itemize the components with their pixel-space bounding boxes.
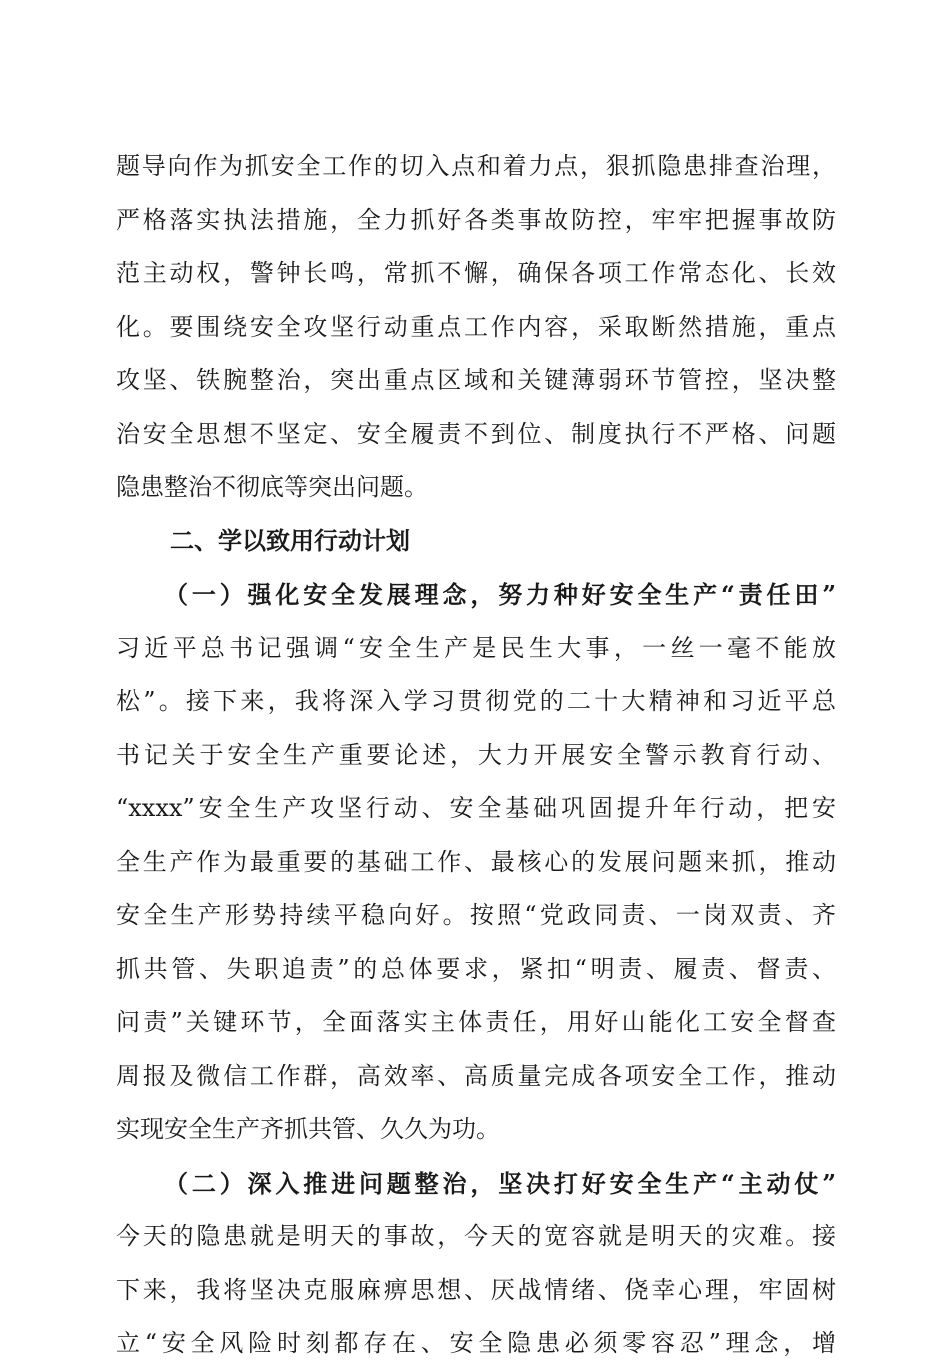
intro-paragraph (116, 140, 836, 515)
text-line: 松”。接下来，我将深入学习贯彻党的二十大精神和习近平总 (116, 687, 836, 715)
text-line: 问责”关键环节，全面落实主体责任，用好山能化工安全督查 (116, 1008, 836, 1036)
text-line: 习近平总书记强调“安全生产是民生大事，一丝一毫不能放 (116, 633, 836, 662)
text-line: “xxxx”安全生产攻坚行动、安全基础巩固提升年行动，把安 (116, 794, 836, 822)
text-line: 实现安全生产齐抓共管、久久为功。 (116, 1115, 500, 1143)
subsection-heading: （二）深入推进问题整治，坚决打好安全生产“主动仗” (164, 1168, 836, 1198)
subsection-1 (116, 568, 836, 1157)
text-line: 题导向作为抓安全工作的切入点和着力点，狠抓隐患排查治理， (116, 152, 836, 180)
text-line: 范主动权，警钟长鸣，常抓不懈，确保各项工作常态化、长效 (116, 259, 836, 287)
text-line: 全生产作为最重要的基础工作、最核心的发展问题来抓，推动 (116, 847, 836, 876)
text-line: 攻坚、铁腕整治，突出重点区域和关键薄弱环节管控，坚决整 (116, 366, 836, 394)
text-line: 周报及微信工作群，高效率、高质量完成各项安全工作，推动 (116, 1061, 836, 1090)
subsection-2 (116, 1157, 836, 1371)
text-line: 严格落实执法措施，全力抓好各类事故防控，牢牢把握事故防 (116, 205, 836, 234)
text-line: 隐患整治不彻底等突出问题。 (116, 473, 428, 501)
text-line: 立“安全风险时刻都存在、安全隐患必须零容忍”理念，增 (116, 1329, 836, 1357)
text-line: 化。要围绕安全攻坚行动重点工作内容，采取断然措施，重点 (116, 312, 836, 341)
text-line: 治安全思想不坚定、安全履责不到位、制度执行不严格、问题 (116, 419, 836, 448)
document-body (116, 140, 836, 1371)
text-line: 下来，我将坚决克服麻痹思想、厌战情绪、侥幸心理，牢固树 (116, 1275, 836, 1304)
text-line: 今天的隐患就是明天的事故，今天的宽容就是明天的灾难。接 (116, 1222, 836, 1250)
subsection-heading: （一）强化安全发展理念，努力种好安全生产“责任田” (164, 580, 836, 609)
text-line: 安全生产形势持续平稳向好。按照“党政同责、一岗双责、齐 (116, 901, 836, 929)
text-line: 抓共管、失职追责”的总体要求，紧扣“明责、履责、督责、 (116, 954, 836, 983)
section-heading: 二、学以致用行动计划 (170, 526, 410, 555)
text-line: 书记关于安全生产重要论述，大力开展安全警示教育行动、 (116, 740, 836, 769)
